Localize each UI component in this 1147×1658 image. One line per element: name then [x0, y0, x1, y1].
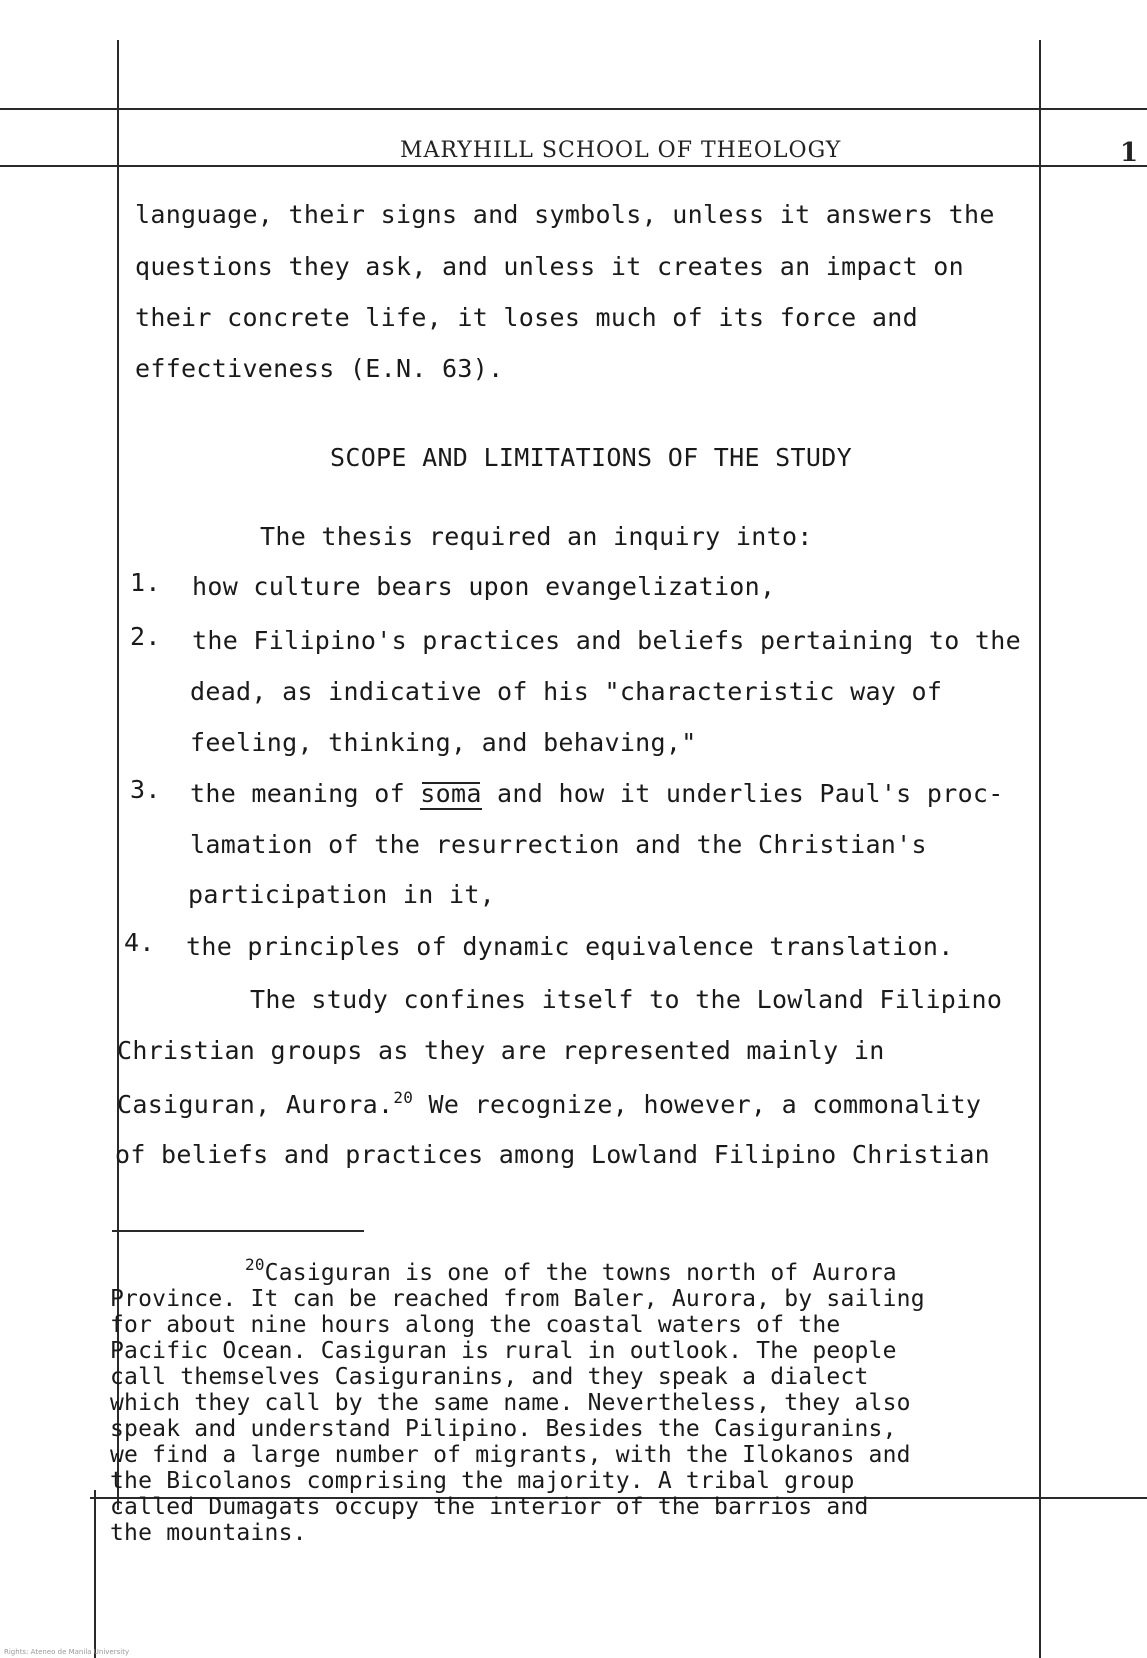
page-number: 1 [1120, 138, 1139, 168]
top-rule [0, 108, 1147, 110]
section-title: SCOPE AND LIMITATIONS OF THE STUDY [330, 443, 852, 472]
closing-text: Casiguran, Aurora. [117, 1090, 394, 1119]
institution-header: MARYHILL SCHOOL OF THEOLOGY [400, 138, 842, 163]
item-line: the principles of dynamic equivalence translation. [186, 932, 954, 961]
item-line-text: and how it underlies Paul's proc- [481, 779, 1004, 808]
footnote-line: the mountains. [110, 1520, 307, 1546]
footnote-reference: 20 [393, 1088, 414, 1107]
closing-line [117, 1088, 981, 1119]
item-number: 1. [130, 568, 161, 597]
item-line: how culture bears upon evangelization, [192, 572, 776, 601]
item-line: dead, as indicative of his "characteristic way of [190, 677, 943, 706]
header-rule [0, 165, 1147, 167]
footnote-text: Casiguran is one of the towns north of Aurora [264, 1260, 897, 1286]
footnote-line: speak and understand Pilipino. Besides the Casiguranins, [110, 1416, 897, 1442]
item-number: 3. [130, 775, 161, 804]
item-line-text: the meaning of [190, 779, 421, 808]
footnote-line: the Bicolanos comprising the majority. A tribal group [110, 1468, 855, 1494]
footnote-line: called Dumagats occupy the interior of the barrios and [110, 1494, 869, 1520]
footnote-line: we find a large number of migrants, with the Ilokanos and [110, 1442, 911, 1468]
footnote-line: for about nine hours along the coastal waters of the [110, 1312, 841, 1338]
footnote-separator [112, 1230, 364, 1232]
lead-in: The thesis required an inquiry into: [260, 522, 813, 551]
intro-line: language, their signs and symbols, unless it answers the [135, 200, 995, 229]
item-line: feeling, thinking, and behaving," [190, 728, 697, 757]
intro-line: questions they ask, and unless it creates an impact on [135, 252, 964, 281]
footnote-line [110, 1252, 925, 1286]
item-line: participation in it, [188, 880, 496, 909]
soma-term: soma [420, 779, 482, 808]
footnote [110, 1252, 925, 1546]
footnote-marker: 20 [245, 1255, 265, 1274]
footnote-line: Province. It can be reached from Baler, Aurora, by sailing [110, 1286, 925, 1312]
closing-line: The study confines itself to the Lowland Filipino [250, 985, 1003, 1014]
closing-line: Christian groups as they are represented mainly in [117, 1036, 885, 1065]
footnote-line: which they call by the same name. Nevertheless, they also [110, 1390, 911, 1416]
left-margin-rule-lower [94, 1490, 96, 1658]
item-number: 2. [130, 622, 161, 651]
footnote-line: call themselves Casiguranins, and they speak a dialect [110, 1364, 869, 1390]
closing-line: of beliefs and practices among Lowland Filipino Christian [115, 1140, 991, 1169]
item-number: 4. [124, 928, 155, 957]
intro-line: effectiveness (E.N. 63). [135, 354, 504, 383]
item-line: the Filipino's practices and beliefs pertaining to the [192, 626, 1021, 655]
item-line [190, 779, 1004, 808]
intro-line: their concrete life, it loses much of its force and [135, 303, 918, 332]
item-line: lamation of the resurrection and the Christian's [190, 830, 927, 859]
scan-footer: Rights: Ateneo de Manila University [4, 1648, 130, 1656]
closing-text: We recognize, however, a commonality [413, 1090, 982, 1119]
right-margin-rule [1039, 40, 1041, 1658]
footnote-line: Pacific Ocean. Casiguran is rural in outlook. The people [110, 1338, 897, 1364]
